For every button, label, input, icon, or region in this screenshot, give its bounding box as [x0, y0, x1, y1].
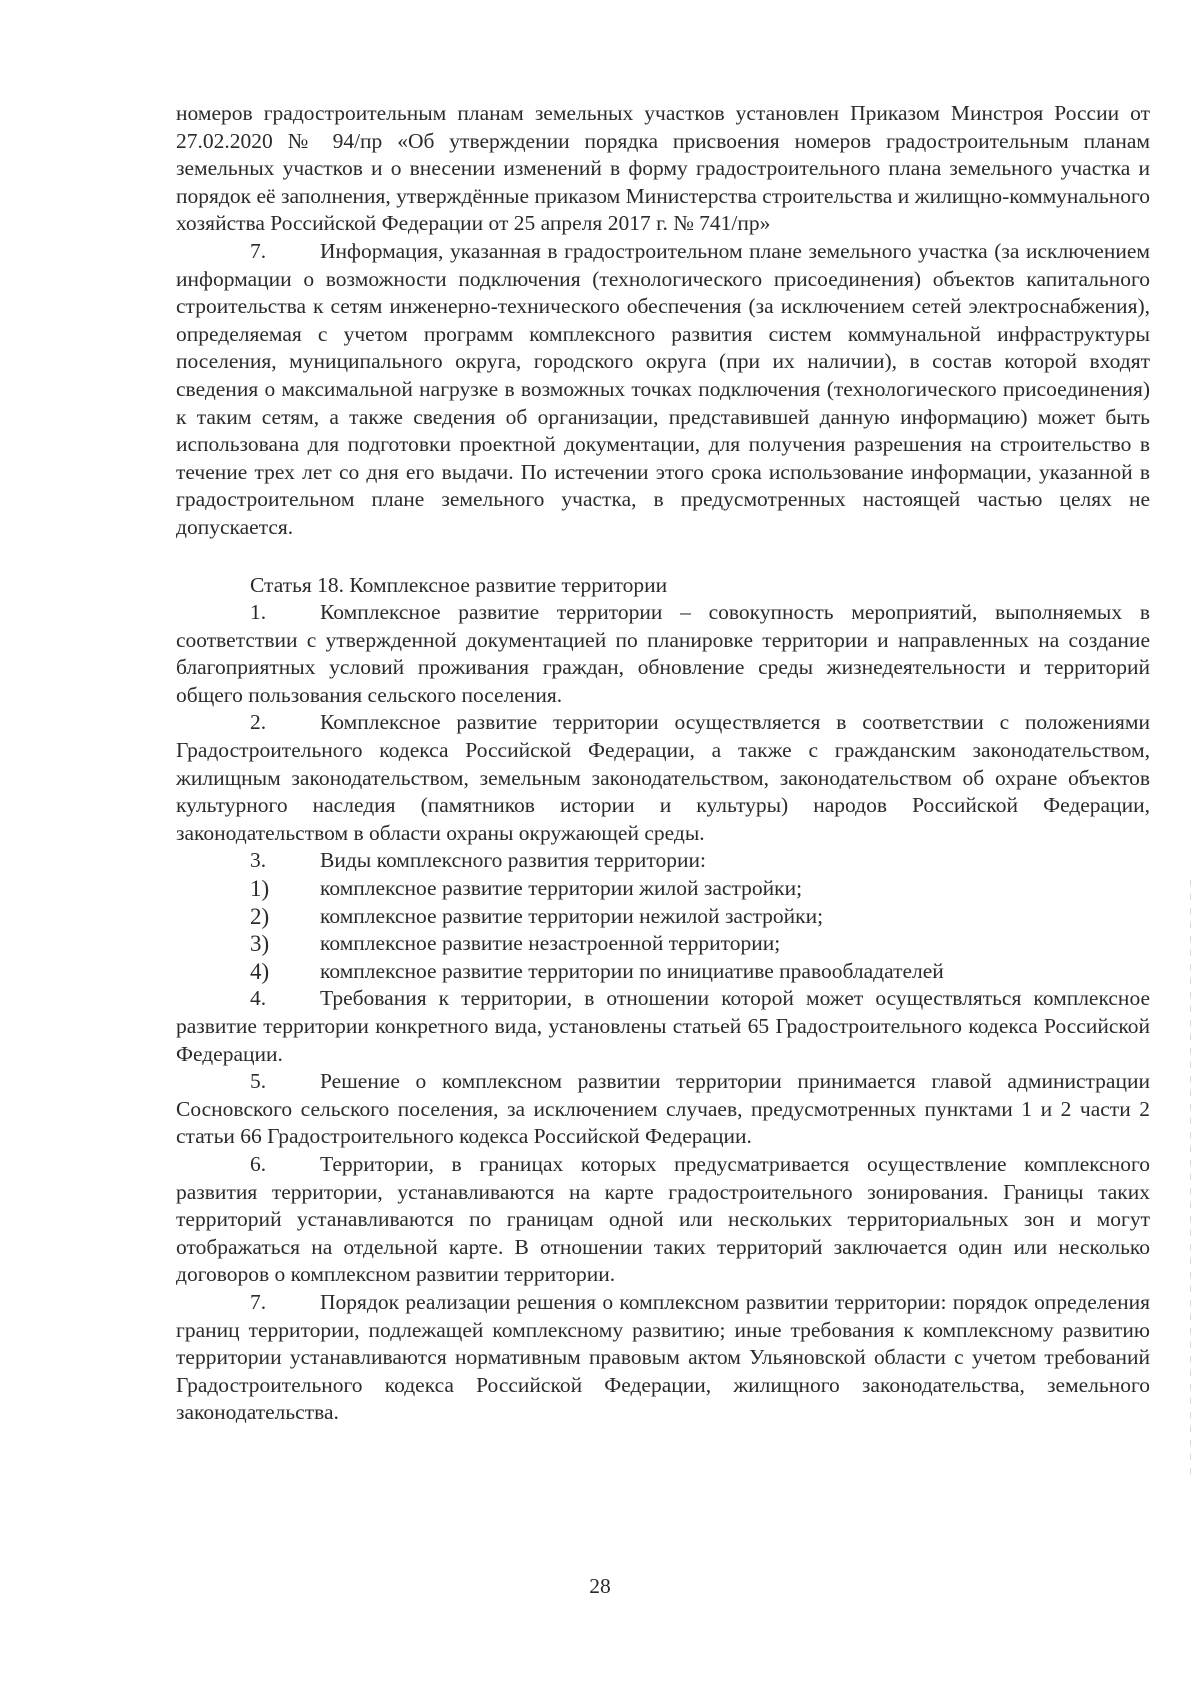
- paragraph-continuation: номеров градостроительным планам земельных участков установлен Приказом Минстроя России от 27.02.2020 № 94/пр «Об утверждении порядка присвоения номеров градостроительным планам земельных участков и о внесении изменений в форму градостроительного плана земельного участка и порядок её заполнения, утверждённые приказом Министерства строительства и жилищно-коммунального хозяйства Российской Федерации от 25 апреля 2017 г. № 741/пр»: [176, 101, 1150, 236]
- list-item-text: комплексное развитие территории по инициативе правообладателей: [320, 958, 944, 983]
- paragraph-number: 1.: [250, 600, 267, 625]
- paragraph-text: Виды комплексного развития территории:: [320, 848, 706, 873]
- numbered-paragraph-7-top: [176, 238, 1150, 542]
- paragraph-text: Комплексное развитие территории осуществляется в соответствии с положениями Градостроительного кодекса Российской Федерации, а также с гражданским законодательством, жилищным законодательством, земельным законодательством, законодательством об охране объектов культурного наследия (памятников истории и культуры) народов Российской Федерации, законодательством в области охраны окружающей среды.: [176, 710, 1150, 845]
- paragraph-number: 4.: [250, 986, 267, 1011]
- list-item: [176, 930, 1150, 958]
- list-item-text: комплексное развитие незастроенной территории;: [320, 931, 781, 956]
- list-marker: 1): [250, 876, 270, 902]
- paragraph-text: Комплексное развитие территории – совокупность мероприятий, выполняемых в соответствии с утвержденной документацией по планировке территории и направленных на создание благоприятных условий проживания граждан, обновление среды жизнедеятельности и территорий общего пользования сельского поселения.: [176, 600, 1150, 707]
- paragraph-number: 6.: [250, 1151, 267, 1176]
- paragraph-text: Требования к территории, в отношении которой может осуществляться комплексное развитие территории конкретного вида, установлены статьей 65 Градостроительного кодекса Российской Федерации.: [176, 986, 1150, 1066]
- numbered-paragraph-5: [176, 1068, 1150, 1151]
- paragraph-number: 5.: [250, 1069, 267, 1094]
- numbered-paragraph-6: [176, 1151, 1150, 1289]
- numbered-paragraph-1: [176, 599, 1150, 709]
- document-body: [176, 100, 1150, 1427]
- list-marker: 4): [250, 958, 270, 984]
- paragraph-number: 2.: [250, 710, 267, 735]
- paragraph-number: 3.: [250, 848, 267, 873]
- article-heading: Статья 18. Комплексное развитие территории: [250, 572, 668, 597]
- paragraph-text: Порядок реализации решения о комплексном развитии территории: порядок определения границ территории, подлежащей комплексному развитию; иные требования к комплексному развитию территории устанавливаются нормативным правовым актом Ульяновской области с учетом требований Градостроительного кодекса Российской Федерации, жилищного законодательства, земельного законодательства.: [176, 1289, 1150, 1425]
- paragraph-text: Территории, в границах которых предусматривается осуществление комплексного развития территории, устанавливаются на карте градостроительного зонирования. Границы таких территорий устанавливаются по границам одной или нескольких территориальных зон и могут отображаться на отдельной карте. В отношении таких территорий заключается один или несколько договоров о комплексном развитии территории.: [176, 1151, 1150, 1287]
- list-item: [176, 903, 1150, 931]
- numbered-paragraph-7: [176, 1289, 1150, 1427]
- scan-edge-artifact: [1190, 880, 1191, 1480]
- numbered-paragraph-3: [176, 847, 1150, 875]
- list-item-text: комплексное развитие территории жилой застройки;: [320, 876, 803, 901]
- numbered-paragraph-2: [176, 709, 1150, 847]
- numbered-paragraph-4: [176, 985, 1150, 1068]
- list-marker: 3): [250, 931, 270, 957]
- list-marker: 2): [250, 903, 270, 929]
- list-item: [176, 958, 1150, 986]
- paragraph-number: 7.: [250, 238, 267, 263]
- paragraph-text: Информация, указанная в градостроительном плане земельного участка (за исключением информации о возможности подключения (технологического присоединения) объектов капитального строительства к сетям инженерно-технического обеспечения (за исключением сетей электроснабжения), определяемая с учетом программ комплексного развития систем коммунальной инфраструктуры поселения, муниципального округа, городского округа (при их наличии), в состав которой входят сведения о максимальной нагрузке в возможных точках подключения (технологического присоединения) к таким сетям, а также сведения об организации, представившей данную информацию) может быть использована для подготовки проектной документации, для получения разрешения на строительство в течение трех лет со дня его выдачи. По истечении этого срока использование информации, указанной в градостроительном плане земельного участка, в предусмотренных настоящей частью целях не допускается.: [176, 238, 1150, 539]
- list-item: [176, 875, 1150, 903]
- list-item-text: комплексное развитие территории нежилой застройки;: [320, 903, 824, 928]
- page-number: 28: [589, 1574, 611, 1598]
- paragraph-number: 7.: [250, 1289, 267, 1314]
- paragraph-text: Решение о комплексном развитии территории принимается главой администрации Сосновского сельского поселения, за исключением случаев, предусмотренных пунктами 1 и 2 части 2 статьи 66 Градостроительного кодекса Российской Федерации.: [176, 1069, 1150, 1149]
